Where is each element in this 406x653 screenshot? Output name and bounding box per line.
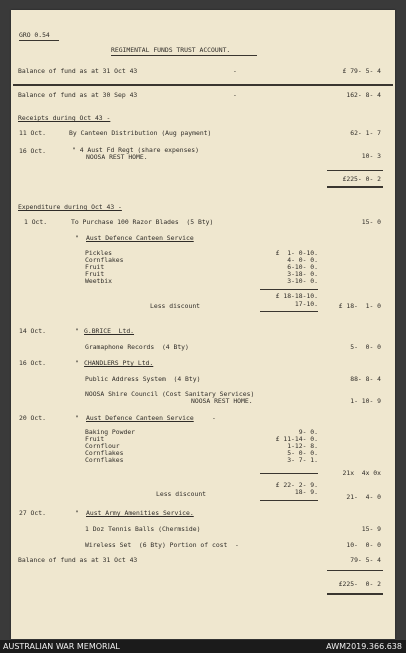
vendor-name: Aust Defence Canteen Service	[86, 234, 194, 242]
vendor-name: Aust Defence Canteen Service	[86, 414, 194, 422]
item-name: Weetbix	[85, 277, 112, 285]
expense-amount: 10- 0- 0	[346, 541, 381, 549]
balance-sep-dash: -	[233, 91, 237, 99]
title-underline	[111, 55, 257, 56]
vendor-name: CHANDLERS Pty Ltd.	[84, 359, 154, 367]
expense-date: 16 Oct.	[19, 359, 46, 367]
final-total-rule	[327, 570, 383, 571]
expense-date: 1 Oct.	[24, 218, 48, 226]
discount-amount: 17-10.	[294, 300, 318, 308]
expense-date: 14 Oct.	[19, 327, 46, 335]
subtotal-rule	[260, 289, 318, 290]
item-name: Baking Powder	[85, 428, 136, 436]
receipts-total-double-rule	[327, 186, 383, 188]
item-name: Cornflour	[85, 442, 120, 450]
expense-text: Gramaphone Records (4 Bty)	[85, 343, 189, 351]
balance-oct-label: Balance of fund as at 31 Oct 43	[18, 67, 138, 75]
item-name: Fruit	[85, 270, 105, 278]
expense-amount: 1- 10- 9	[350, 397, 381, 405]
expense-text: NOOSA Shire Council (Cost Sanitary Services)	[85, 390, 255, 398]
receipt-amount: 10- 3	[361, 152, 381, 160]
receipt-text: By Canteen Distribution (Aug payment)	[69, 129, 212, 137]
document-page	[11, 10, 395, 639]
item-amount: 9- 0.	[298, 428, 318, 436]
footer-institution: AUSTRALIAN WAR MEMORIAL	[3, 642, 120, 651]
subtotal-amount: £ 22- 2- 9.	[275, 481, 318, 489]
reference-underline	[19, 40, 59, 41]
item-name: Fruit	[85, 435, 105, 443]
item-amount: 1-12- 8.	[287, 442, 318, 450]
subtotal-rule	[260, 473, 318, 474]
discount-label: Less discount	[156, 490, 207, 498]
expense-amount: 88- 8- 4	[350, 375, 381, 383]
expense-amount: 15- 0	[361, 218, 381, 226]
expense-date: 27 Oct.	[19, 509, 46, 517]
ditto-mark: "	[75, 509, 79, 517]
final-total-double-rule	[327, 593, 383, 595]
receipt-text-continued: NOOSA REST HOME.	[86, 153, 148, 161]
receipts-total: £225- 0- 2	[342, 175, 381, 183]
item-name: Cornflakes	[85, 256, 124, 264]
item-amount: 5- 0- 0.	[287, 449, 318, 457]
expense-text: To Purchase 100 Razor Blades (5 Bty)	[71, 218, 214, 226]
item-name: Pickles	[85, 249, 112, 257]
heading-dash: -	[212, 414, 216, 422]
ditto-mark: "	[75, 359, 79, 367]
expense-amount: 21- 4- 0	[346, 493, 381, 501]
expense-text: 1 Doz Tennis Balls (Chermside)	[85, 525, 201, 533]
receipts-total-rule	[327, 170, 383, 171]
discount-label: Less discount	[150, 302, 201, 310]
item-amount: 3-10- 0.	[287, 277, 318, 285]
vendor-name: Aust Army Amenities Service.	[86, 509, 194, 517]
item-amount: 3- 7- 1.	[287, 456, 318, 464]
closing-balance-label: Balance of fund as at 31 Oct 43	[18, 556, 138, 564]
item-amount: 6-10- 0.	[287, 263, 318, 271]
subtotal-amount: £ 18-18-10.	[275, 292, 318, 300]
expense-text: Wireless Set (6 Bty) Portion of cost	[85, 541, 228, 549]
expenditure-heading: Expenditure during Oct 43 -	[18, 203, 122, 211]
expense-amount: £ 18- 1- 0	[338, 302, 381, 310]
receipts-heading: Receipts during Oct 43 -	[18, 114, 111, 122]
document-title: REGIMENTAL FUNDS TRUST ACCOUNT.	[111, 46, 231, 54]
closing-balance-amount: 79- 5- 4	[350, 556, 381, 564]
document-reference: GRO 0.54	[19, 31, 50, 39]
subtotal-rule	[260, 500, 318, 501]
item-name: Fruit	[85, 263, 105, 271]
expense-dash: -	[235, 541, 239, 549]
balance-sep-amount: 162- 8- 4	[346, 91, 381, 99]
vendor-name: G.BRICE Ltd.	[84, 327, 135, 335]
expense-text-continued: NOOSA REST HOME.	[191, 397, 253, 405]
item-name: Cornflakes	[85, 456, 124, 464]
receipt-date: 16 Oct.	[19, 147, 46, 155]
expense-date: 20 Oct.	[19, 414, 46, 422]
ditto-mark: "	[75, 234, 79, 242]
expense-amount: 15- 9	[361, 525, 381, 533]
footer-bar	[0, 640, 406, 653]
receipt-amount: 62- 1- 7	[350, 129, 381, 137]
subtotal-rule	[260, 311, 318, 312]
final-total: £225- 0- 2	[338, 580, 381, 588]
balance-oct-dash: -	[233, 67, 237, 75]
receipt-date: 11 Oct.	[19, 129, 46, 137]
item-amount: 4- 0- 0.	[287, 256, 318, 264]
ditto-mark: "	[75, 327, 79, 335]
struck-amount: 21x 4x 0x	[342, 469, 381, 477]
heavy-rule	[13, 84, 393, 86]
receipt-text: " 4 Aust Fd Regt (share expenses)	[72, 146, 199, 154]
item-amount: 3-18- 0.	[287, 270, 318, 278]
ditto-mark: "	[75, 414, 79, 422]
footer-accession-number: AWM2019.366.638	[326, 642, 402, 651]
expense-text: Public Address System (4 Bty)	[85, 375, 201, 383]
item-amount: £ 11-14- 0.	[275, 435, 318, 443]
balance-sep-label: Balance of fund as at 30 Sep 43	[18, 91, 138, 99]
balance-oct-amount: £ 79- 5- 4	[342, 67, 381, 75]
item-name: Cornflakes	[85, 449, 124, 457]
expense-amount: 5- 0- 0	[350, 343, 381, 351]
item-amount: £ 1- 0-10.	[275, 249, 318, 257]
discount-amount: 18- 9.	[294, 488, 318, 496]
